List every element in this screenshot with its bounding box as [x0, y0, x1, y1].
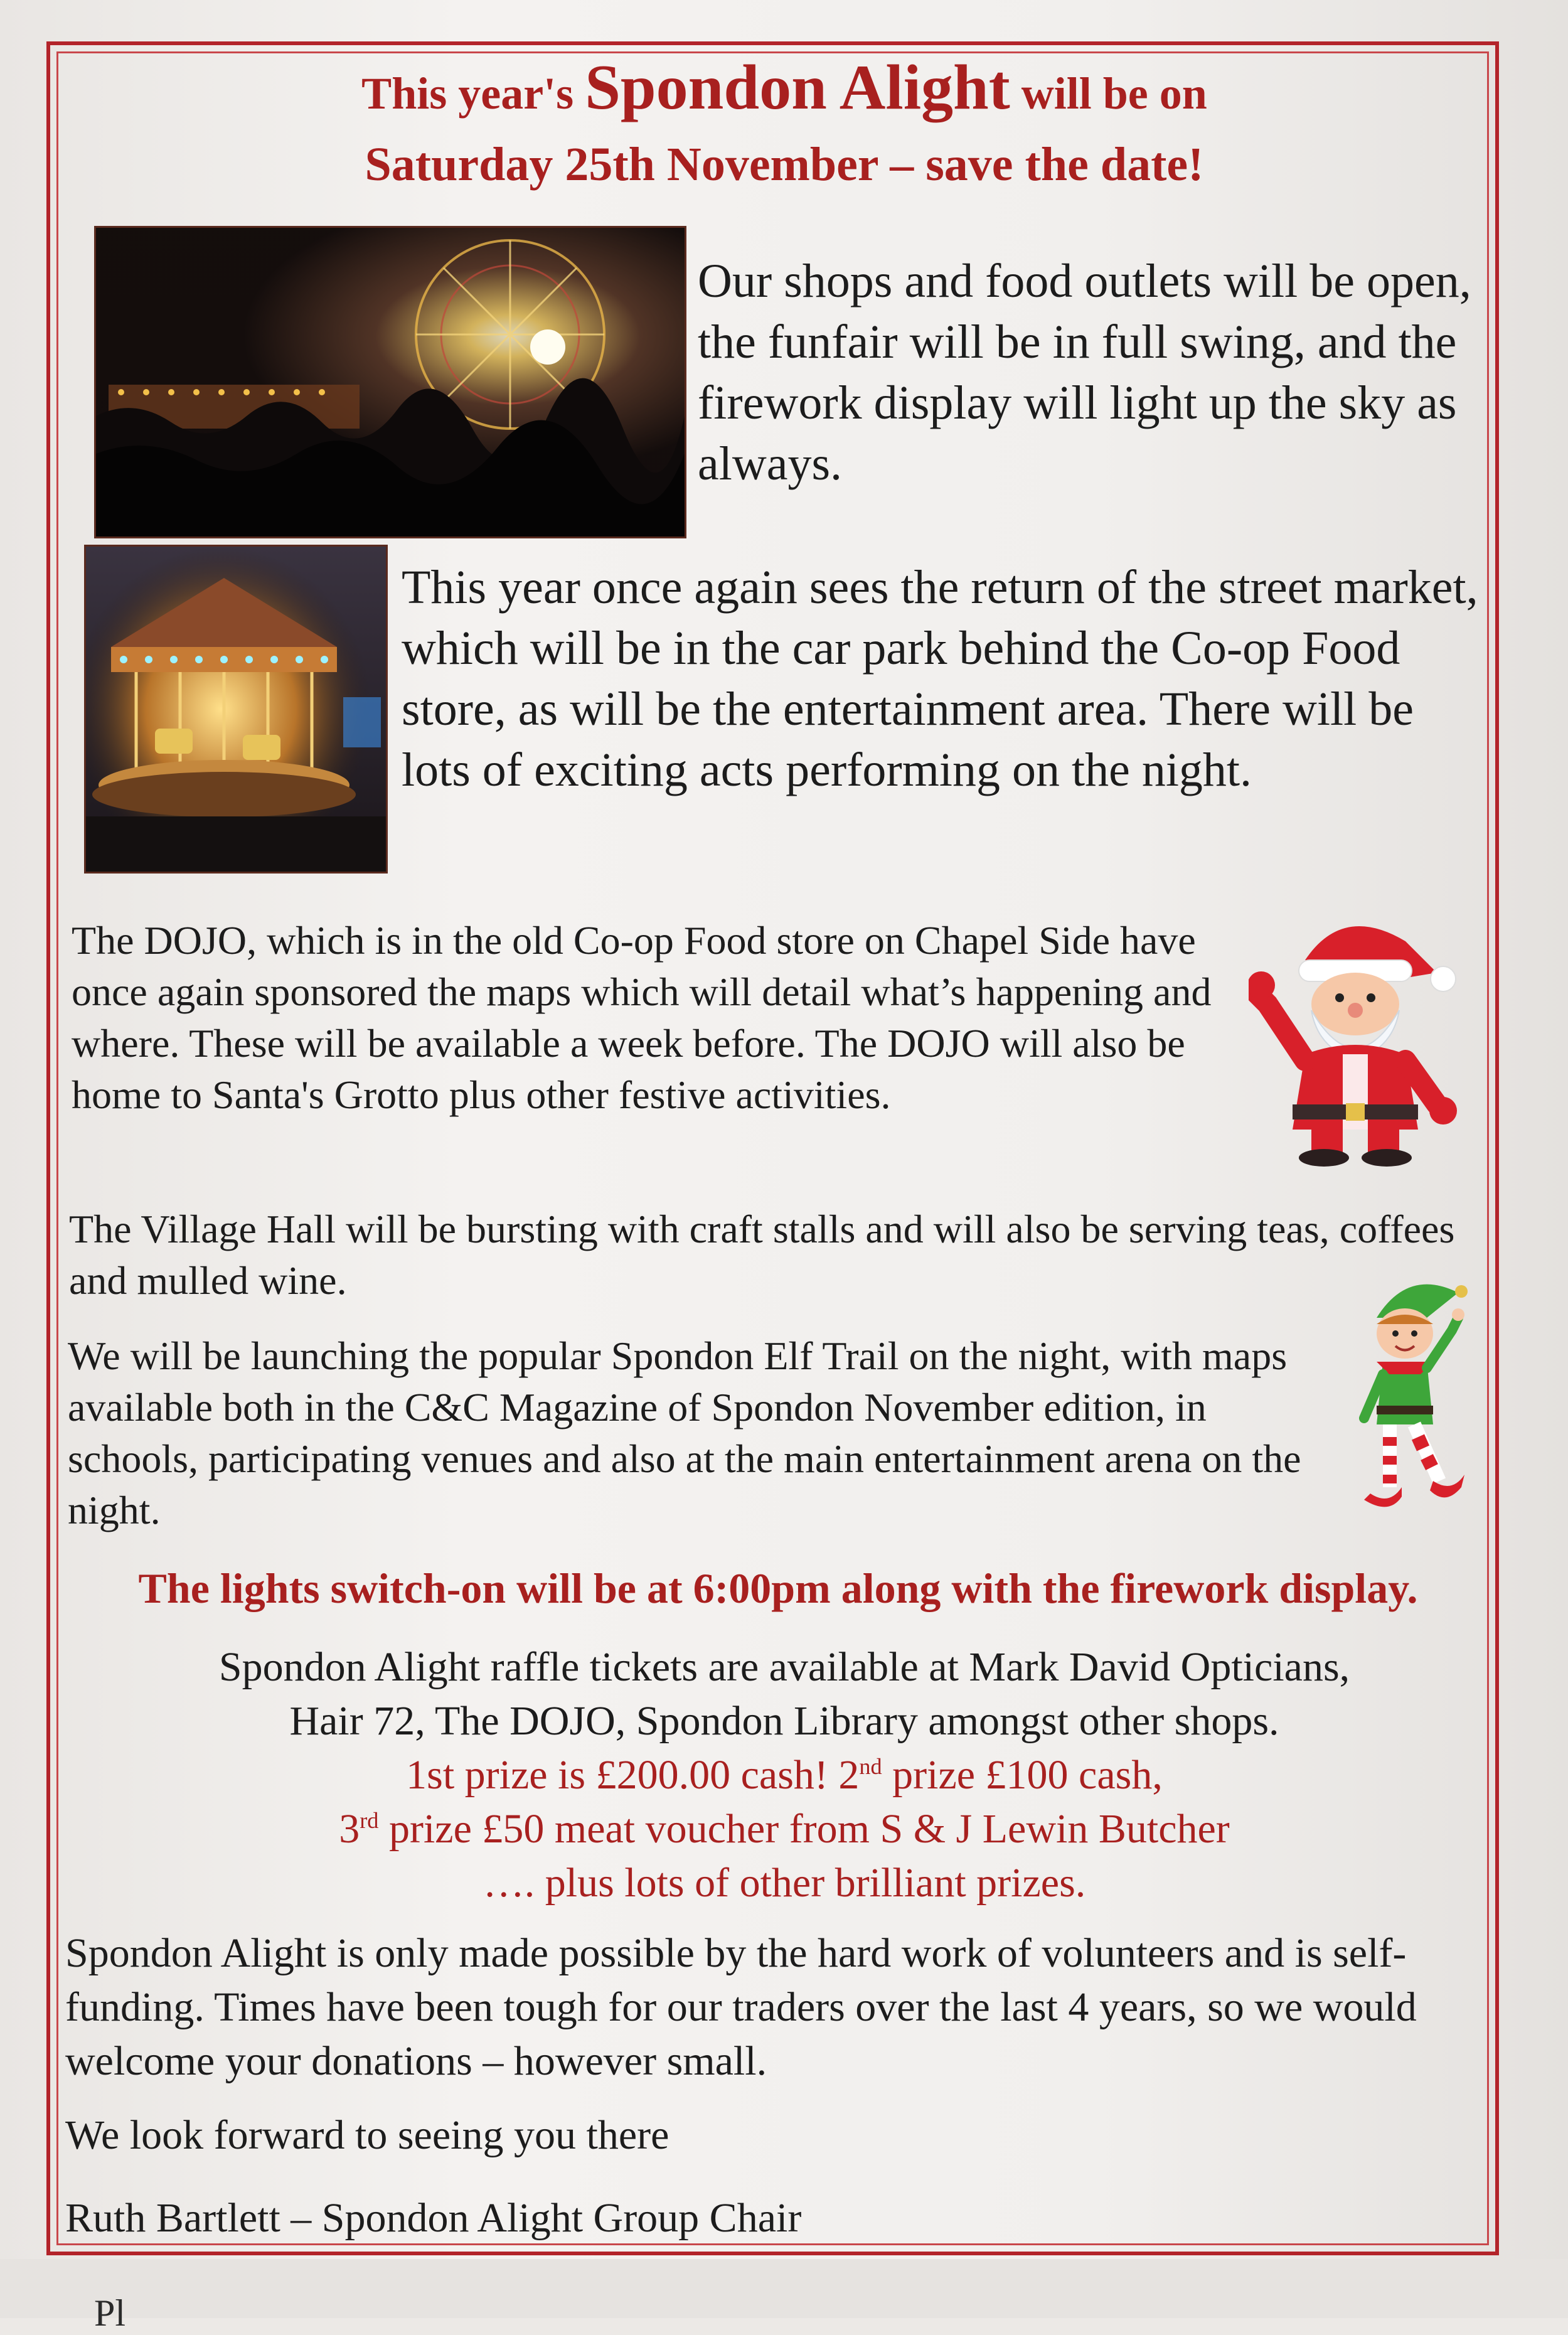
paragraph-elf-trail: We will be launching the popular Spondon Elf Trail on the night, with maps available both in the C&C Magazine of Spondon November edition, in schools, participating venues and also at the main entertainment arena on the night.: [68, 1333, 1301, 1532]
raffle-info: [82, 1640, 1487, 1910]
raffle-prize-3: 3rd prize £50 meat voucher from S & J Lewin Butcher: [339, 1806, 1230, 1852]
event-name: Spondon Alight: [585, 52, 1010, 123]
cut-off-text: Pl: [94, 2292, 126, 2334]
paragraph-dojo: The DOJO, which is in the old Co-op Food store on Chapel Side have once again sponsored the maps which will detail what’s happening and where. These will be available a week before. The DOJO will also be home to Santa's Grotto plus other festive activities.: [72, 918, 1212, 1117]
raffle-prize-1-2: 1st prize is £200.00 cash! 2nd prize £100 cash,: [406, 1752, 1163, 1798]
page-bottom-margin: [0, 2259, 1568, 2318]
paragraph-market: This year once again sees the return of the street market, which will be in the car park behind the Co-op Food store, as will be the entertainment area. There will be lots of exciting acts performing on the night.: [402, 561, 1478, 796]
paragraph-shops: Our shops and food outlets will be open, the funfair will be in full swing, and the firework display will light up the sky as always.: [698, 255, 1471, 490]
raffle-line-2: Hair 72, The DOJO, Spondon Library amongst other shops.: [289, 1698, 1279, 1744]
funfair-night-photo: [94, 226, 686, 538]
carousel-night-photo: [84, 545, 388, 874]
paragraph-village-hall: The Village Hall will be bursting with craft stalls and will also be serving teas, coffees and mulled wine.: [69, 1207, 1455, 1303]
headline-line-1: This year's Spondon Alight will be on: [361, 52, 1207, 123]
elf-icon: [1352, 1280, 1471, 1519]
paragraph-volunteers: Spondon Alight is only made possible by the hard work of volunteers and is self-funding. Times have been tough for our traders over the last 4 years, so we would welcome your donations – however small.: [65, 1930, 1417, 2084]
signoff: Ruth Bartlett – Spondon Alight Group Chair: [65, 2195, 802, 2241]
raffle-line-1: Spondon Alight raffle tickets are available at Mark David Opticians,: [218, 1644, 1350, 1690]
look-forward-line: We look forward to seeing you there: [65, 2112, 669, 2158]
raffle-more-prizes: …. plus lots of other brilliant prizes.: [483, 1860, 1086, 1906]
santa-icon: [1249, 904, 1462, 1167]
headline-line-2: Saturday 25th November – save the date!: [365, 138, 1204, 191]
switch-on-notice: The lights switch-on will be at 6:00pm along with the firework display.: [138, 1564, 1418, 1612]
